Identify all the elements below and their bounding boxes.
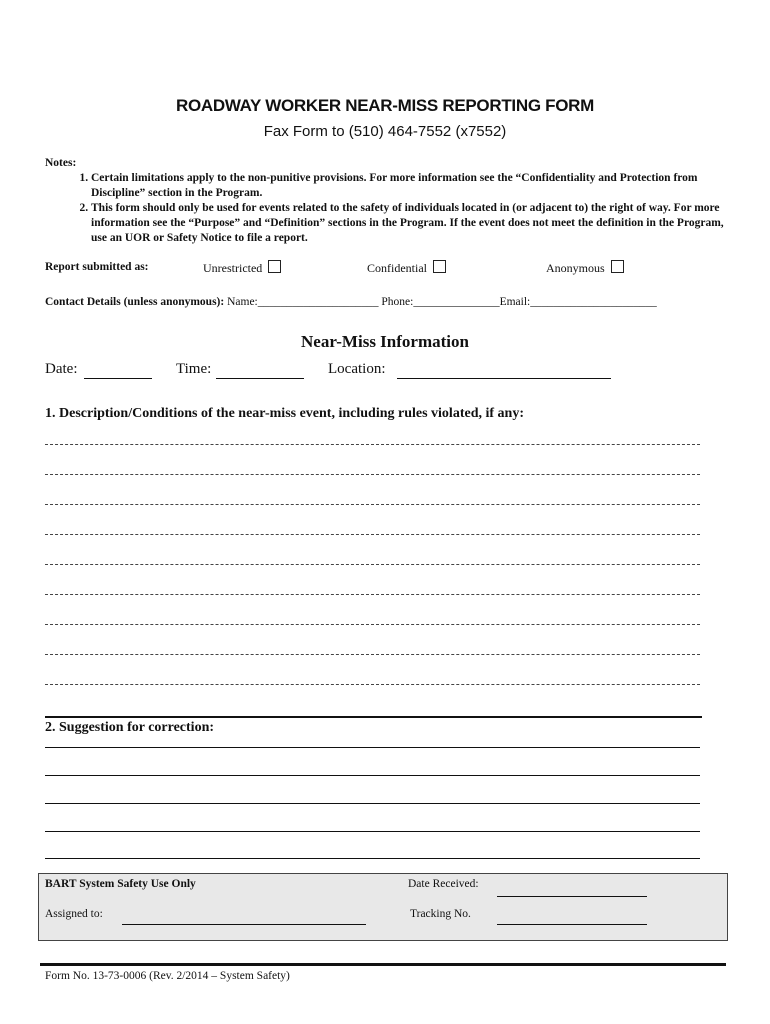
date-label: Date: — [45, 361, 78, 377]
note-item-2: 2. This form should only be used for events related to the safety of individuals located in (or adjacent to) the right of way. For more information see the “Purpose” and “Definition” sections in the Program. If the event does not meet the definition in the Program, use an UOR or Safety Notice to file a report. — [91, 201, 725, 246]
section-divider — [45, 716, 702, 718]
option-confidential-label: Confidential — [367, 261, 427, 275]
assigned-to-field[interactable] — [122, 924, 366, 925]
location-field[interactable] — [397, 378, 611, 379]
suggestion-line[interactable] — [45, 803, 700, 804]
description-line[interactable] — [45, 624, 700, 625]
tracking-no-field[interactable] — [497, 924, 647, 925]
option-unrestricted[interactable] — [203, 260, 281, 276]
system-safety-title: BART System Safety Use Only — [45, 878, 196, 890]
contact-label: Contact Details (unless anonymous): — [45, 296, 225, 308]
suggestion-line[interactable] — [45, 858, 700, 859]
footer-rule — [40, 963, 726, 966]
description-line[interactable] — [45, 534, 700, 535]
notes-section — [45, 156, 725, 246]
description-line[interactable] — [45, 474, 700, 475]
unrestricted-checkbox[interactable] — [268, 260, 281, 273]
time-label: Time: — [176, 361, 212, 377]
confidential-checkbox[interactable] — [433, 260, 446, 273]
anonymous-checkbox[interactable] — [611, 260, 624, 273]
contact-details[interactable] — [45, 296, 657, 308]
suggestion-line[interactable] — [45, 831, 700, 832]
option-confidential[interactable] — [367, 260, 446, 276]
date-field[interactable] — [84, 378, 152, 379]
time-field[interactable] — [216, 378, 304, 379]
form-title: ROADWAY WORKER NEAR-MISS REPORTING FORM — [175, 96, 595, 115]
near-miss-title: Near-Miss Information — [301, 332, 469, 351]
system-safety-box — [38, 873, 728, 941]
suggestion-line[interactable] — [45, 747, 700, 748]
date-received-field[interactable] — [497, 896, 647, 897]
location-label: Location: — [328, 361, 386, 377]
tracking-no-label: Tracking No. — [410, 908, 471, 920]
report-submitted-label: Report submitted as: — [45, 261, 149, 273]
contact-fields[interactable]: Name:_____________________ Phone:_______________Email:______________________ — [224, 296, 657, 308]
option-anonymous[interactable] — [546, 260, 624, 276]
description-line[interactable] — [45, 594, 700, 595]
note-item-1: 1. Certain limitations apply to the non-punitive provisions. For more information see the “Confidentiality and Protection from Discipline” section in the Program. — [91, 171, 725, 201]
option-unrestricted-label: Unrestricted — [203, 261, 263, 275]
description-line[interactable] — [45, 564, 700, 565]
question-1-label: 1. Description/Conditions of the near-miss event, including rules violated, if any: — [45, 406, 524, 421]
description-line[interactable] — [45, 504, 700, 505]
option-anonymous-label: Anonymous — [546, 261, 605, 275]
description-line[interactable] — [45, 684, 700, 685]
description-line[interactable] — [45, 654, 700, 655]
form-number: Form No. 13-73-0006 (Rev. 2/2014 – System Safety) — [45, 970, 290, 982]
date-received-label: Date Received: — [408, 878, 479, 890]
notes-label: Notes: — [45, 157, 77, 169]
description-line[interactable] — [45, 444, 700, 445]
question-2-label: 2. Suggestion for correction: — [45, 720, 215, 735]
suggestion-line[interactable] — [45, 775, 700, 776]
fax-subtitle: Fax Form to (510) 464-7552 (x7552) — [263, 123, 507, 140]
assigned-to-label: Assigned to: — [45, 908, 103, 920]
